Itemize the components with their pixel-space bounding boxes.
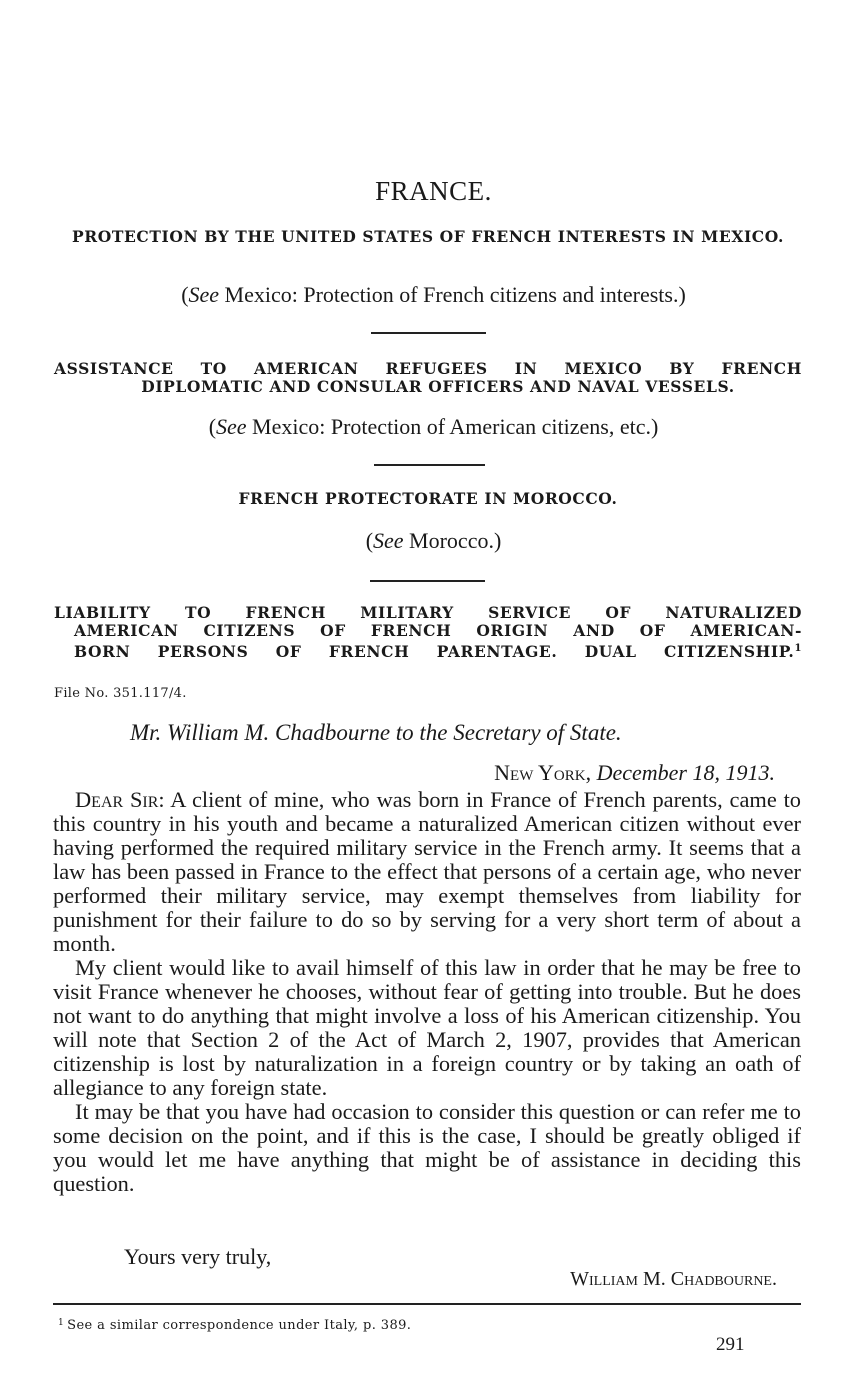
file-number: File No. 351.117/4. — [54, 686, 187, 701]
heading-line-text: BORN PERSONS OF FRENCH PARENTAGE. DUAL CITIZENSHIP. — [74, 642, 795, 662]
section-divider — [370, 580, 485, 582]
see-label: See — [373, 528, 404, 553]
heading-line: LIABILITY TO FRENCH MILITARY SERVICE OF NATURALIZED — [54, 603, 802, 622]
page-title: FRANCE. — [375, 176, 492, 206]
letter-date: December 18, 1913. — [596, 760, 775, 785]
heading-line: ASSISTANCE TO AMERICAN REFUGEES IN MEXICO BY FRENCH — [54, 359, 802, 378]
letter-title: Mr. William M. Chadbourne to the Secretary of State. — [130, 720, 622, 745]
letter-paragraph — [53, 788, 801, 956]
letter-paragraph: It may be that you have had occasion to consider this question or can refer me to some decision on the point, and if this is the case, I should be greatly obliged if you would let me have anything that might be of assistance in deciding this question. — [53, 1099, 801, 1196]
heading-line: DIPLOMATIC AND CONSULAR OFFICERS AND NAVAL VESSELS. — [141, 377, 735, 396]
paragraph-text: A client of mine, who was born in France of French parents, came to this country in his youth and became a naturalized American citizen without ever having performed the required military service in the French army. It seems that a law has been passed in France to the effect that persons of a certain age, who never performed their military service, may exempt themselves from liability for punishment for their failure to do so by serving for a very short term of about a month. — [53, 787, 801, 956]
footnote-marker: 1 — [58, 1318, 65, 1328]
letter-place: New York, — [494, 760, 592, 785]
footnote-marker: 1 — [794, 643, 802, 654]
see-label: See — [216, 414, 247, 439]
see-text: Mexico: Protection of French citizens and interests.) — [219, 282, 686, 307]
heading-line — [54, 640, 802, 661]
letter-closing: Yours very truly, — [124, 1244, 272, 1269]
see-label: See — [188, 282, 220, 307]
section-divider — [374, 464, 485, 466]
see-reference-american-citizens: (See Mexico: Protection of American citizens, etc.) — [208, 414, 659, 439]
letter-body — [53, 788, 801, 1196]
section-heading-morocco: FRENCH PROTECTORATE IN MOROCCO. — [238, 489, 618, 508]
letter-signature: William M. Chadbourne. — [570, 1268, 777, 1290]
salutation: Dear Sir: — [75, 787, 165, 812]
footnote-divider — [53, 1303, 801, 1305]
letter-dateline — [494, 760, 775, 786]
heading-line: AMERICAN CITIZENS OF FRENCH ORIGIN AND OF AMERICAN- — [74, 621, 802, 640]
footnote-text: See a similar correspondence under Italy, p. 389. — [67, 1318, 412, 1333]
see-text: Morocco.) — [403, 528, 502, 553]
section-divider — [371, 332, 486, 334]
section-heading-protection: PROTECTION BY THE UNITED STATES OF FRENCH INTERESTS IN MEXICO. — [72, 227, 784, 246]
letter-paragraph: My client would like to avail himself of this law in order that he may be free to visit France whenever he chooses, without fear of getting into trouble. But he does not want to do anything that might involve a loss of his American citizenship. You will note that Section 2 of the Act of March 2, 1907, provides that American citizenship is lost by naturalization in a foreign country or by taking an oath of allegiance to any foreign state. — [53, 955, 801, 1100]
section-heading-assistance — [54, 360, 802, 396]
page-number: 291 — [716, 1334, 745, 1355]
section-heading-liability — [54, 604, 802, 661]
see-reference-french-citizens: (See Mexico: Protection of French citizens and interests.) — [181, 282, 686, 307]
see-text: Mexico: Protection of American citizens, etc.) — [246, 414, 659, 439]
footnote — [58, 1318, 411, 1333]
see-reference-morocco: (See Morocco.) — [365, 528, 502, 553]
